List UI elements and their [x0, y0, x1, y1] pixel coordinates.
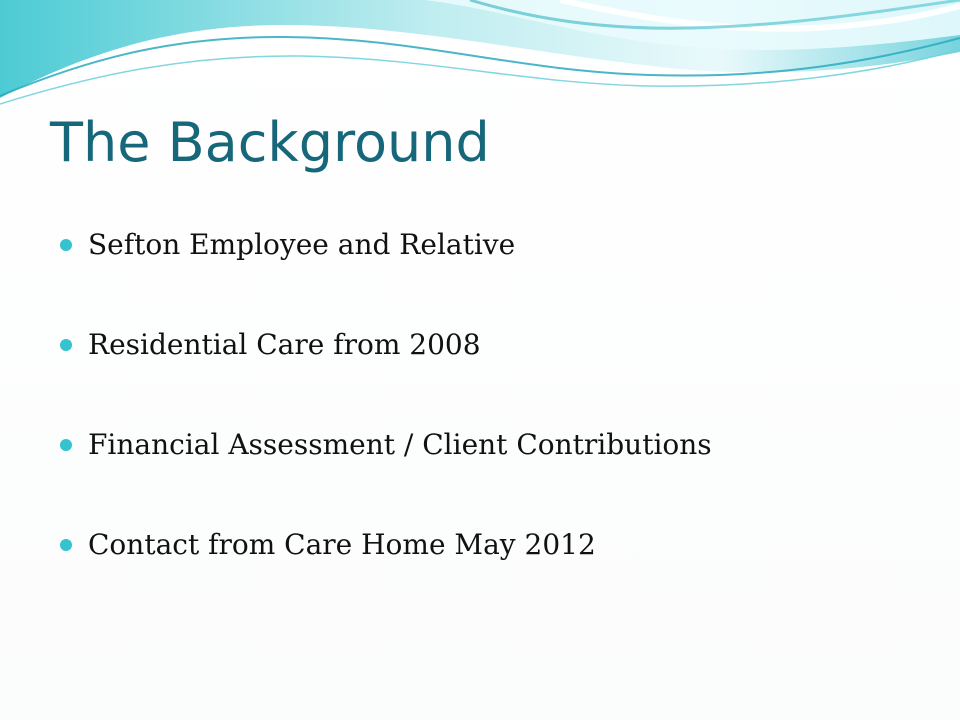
bullet-list: [60, 228, 712, 628]
bullet-item-financial-assessment: [60, 428, 712, 528]
bullet-text: Residential Care from 2008: [88, 328, 481, 361]
bullet-dot-icon: [60, 339, 72, 351]
bullet-dot-icon: [60, 239, 72, 251]
bullet-text: Sefton Employee and Relative: [88, 228, 516, 261]
bullet-item-care-home-contact: [60, 528, 712, 628]
bullet-dot-icon: [60, 439, 72, 451]
slide-title: The Background: [50, 111, 490, 174]
bullet-text: Financial Assessment / Client Contributions: [88, 428, 712, 461]
bullet-dot-icon: [60, 539, 72, 551]
decorative-wave-banner: [0, 0, 960, 120]
bullet-item-residential-care: [60, 328, 712, 428]
bullet-item-employee-relative: [60, 228, 712, 328]
bullet-text: Contact from Care Home May 2012: [88, 528, 596, 561]
